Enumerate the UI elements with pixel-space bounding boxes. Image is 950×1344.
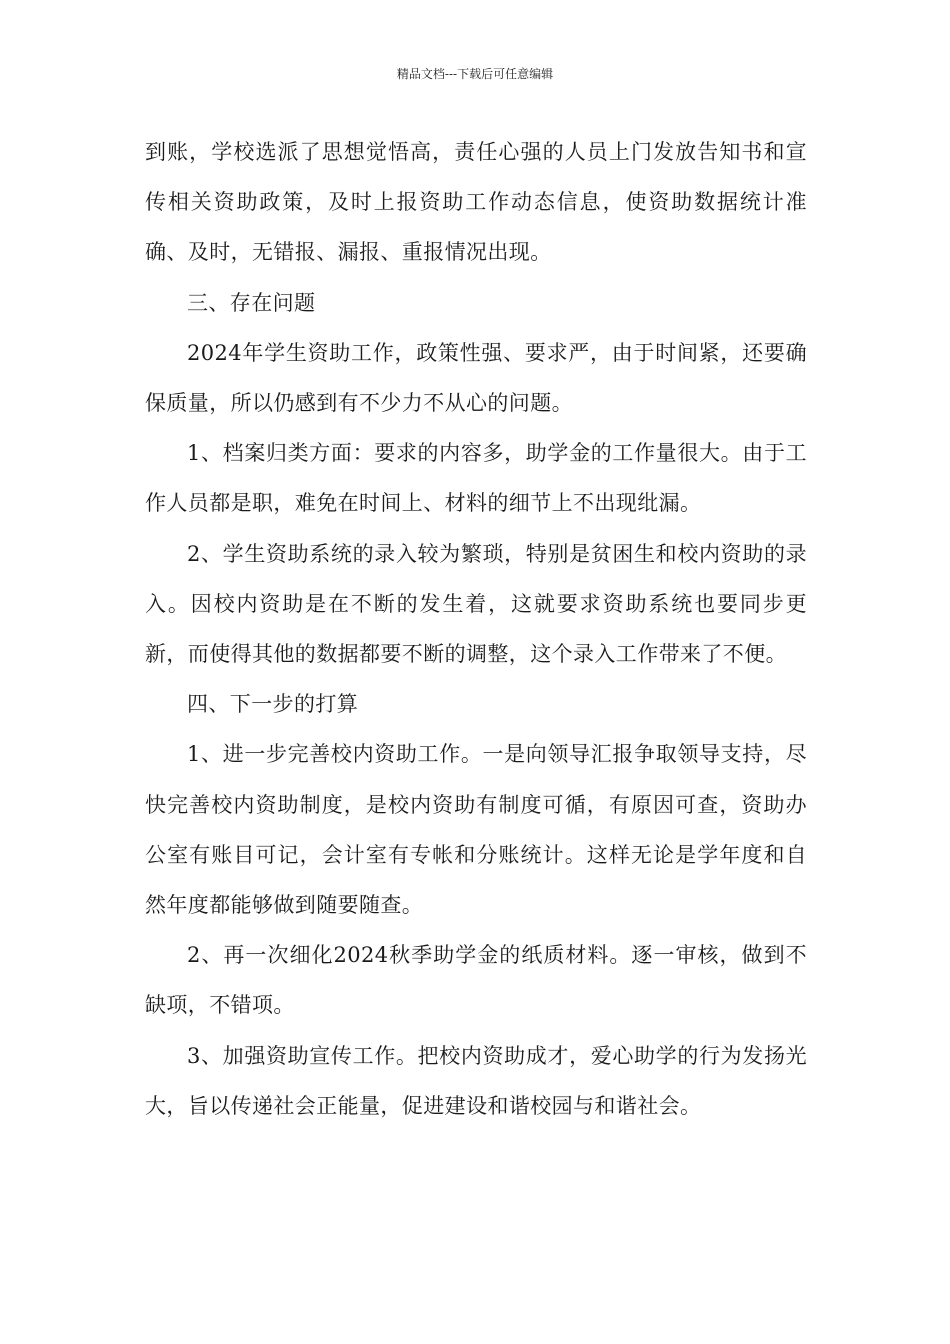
section-heading-next-steps: 四、下一步的打算 — [187, 692, 359, 717]
paragraph-plan-3: 3、加强资助宣传工作。把校内资助成才，爱心助学的行为发扬光大，旨以传递社会正能量，促进建设和谐校园与和谐社会。 — [145, 1043, 807, 1118]
paragraph-problems-intro: 2024年学生资助工作，政策性强、要求严，由于时间紧，还要确保质量，所以仍感到有不少力不从心的问题。 — [145, 340, 807, 416]
document-body — [145, 127, 807, 1131]
paragraph-continuation: 到账，学校选派了思想觉悟高，责任心强的人员上门发放告知书和宣传相关资助政策，及时上报资助工作动态信息，使资助数据统计准确、及时，无错报、漏报、重报情况出现。 — [145, 140, 807, 265]
section-heading-problems: 三、存在问题 — [187, 290, 316, 315]
page-header: 精品文档---下载后可任意编辑 — [396, 67, 554, 81]
paragraph-plan-2: 2、再一次细化2024秋季助学金的纸质材料。逐一审核，做到不缺项，不错项。 — [145, 943, 807, 1018]
paragraph-plan-1: 1、进一步完善校内资助工作。一是向领导汇报争取领导支持，尽快完善校内资助制度，是校内资助有制度可循，有原因可查，资助办公室有账目可记，会计室有专帐和分账统计。这样无论是学年度和自然年度都能够做到随要随查。 — [145, 742, 807, 918]
paragraph-problem-2: 2、学生资助系统的录入较为繁琐，特别是贫困生和校内资助的录入。因校内资助是在不断的发生着，这就要求资助系统也要同步更新，而使得其他的数据都要不断的调整，这个录入工作带来了不便。 — [145, 541, 807, 667]
paragraph-problem-1: 1、档案归类方面：要求的内容多，助学金的工作量很大。由于工作人员都是职，难免在时间上、材料的细节上不出现纰漏。 — [145, 441, 807, 516]
